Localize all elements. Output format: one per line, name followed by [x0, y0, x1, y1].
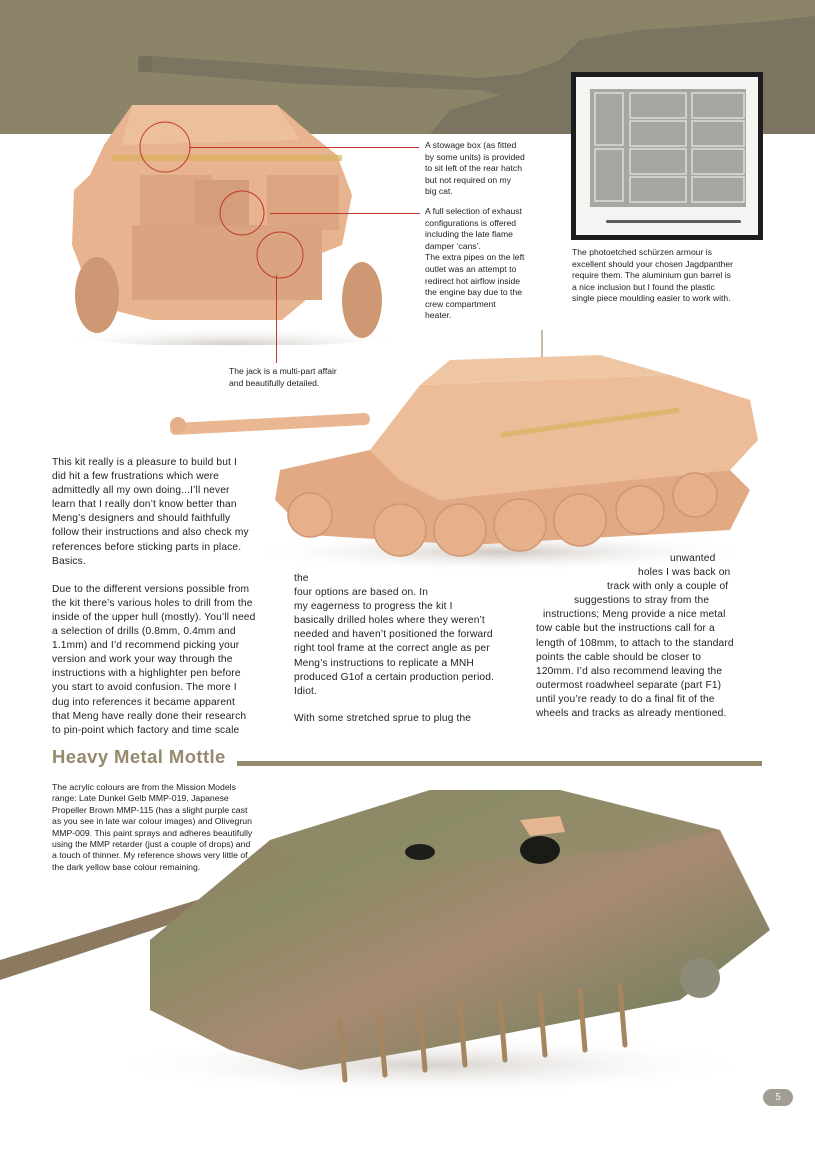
photoetch-photo-frame [571, 72, 763, 240]
article-paragraph: With some stretched sprue to plug the [294, 712, 472, 724]
jack-caption: The jack is a multi-part affair and beautifully detailed. [229, 366, 337, 388]
stowage-box-leader-line [189, 147, 419, 148]
page-number-badge: 5 [763, 1089, 793, 1106]
article-paragraph: Due to the different versions possible from the kit there’s various holes to drill from the inside of the upper hull (mostly). You’ll need a selection of drills (0.8mm, 0.4mm and 1.1mm) and I’d recommend picking your version and work your way through the instructions with a highlighter pen before you start to avoid confusion. The more I dug into references it became apparent that Meng have really done their research to pin-point which factory and time scale [52, 583, 256, 736]
section-intro-text: The acrylic colours are from the Mission Models range: Late Dunkel Gelb MMP-019, Japanese Propeller Brown MMP-115 (has a slight purple cast as you see in late war colour images) and Olivegrun MMP-009. This paint sprays and adheres beautifully using the MMP retarder (just a couple of drops) and a touch of thinner. My reference shows very little of the dark yellow base colour remaining. [52, 782, 253, 872]
rear-view-photo [62, 95, 402, 345]
article-paragraph: the four options are based on. In my eagerness to progress the kit I basically drilled holes where they weren’t needed and haven’t positioned the forward right tool frame at the correct angle as per Meng’s instructions to replicate a MNH produced G1of a certain production period. Idiot. [294, 573, 494, 697]
exhaust-leader-line [270, 213, 420, 214]
photoetch-photo [576, 77, 758, 235]
section-heading: Heavy Metal Mottle [52, 746, 226, 767]
article-column-2 [294, 572, 534, 726]
heading-rule-divider [237, 761, 762, 766]
photoetch-caption: The photoetched schürzen armour is excellent should your chosen Jagdpanther require them. The aluminium gun barrel is a nice inclusion but I found the plastic single piece moulding easier to work with. [572, 247, 734, 304]
article-paragraph: This kit really is a pleasure to build but I did hit a few frustrations which were admittedly all my own doing...I’ll never learn that I really don’t know better than Meng’s designers and should faithfully follow their instructions and also check my references before sticking parts in place. Basics. [52, 457, 249, 567]
article-column-1 [52, 456, 292, 738]
article-column-3: unwanted holes I was back on track with only a couple of suggestions to stray from the instructions; Meng provide a nice metal tow cable but the instructions call for a length of 108mm, to attach to the standard points the cable should be closer to 120mm. I’d also recommend leaving the outermost roadwheel separate (part F1) until you’re ready to do a final fit of the wheels and tracks as already mentioned. [536, 553, 734, 720]
stowage-box-caption: A stowage box (as fitted by some units) is provided to sit left of the rear hatch but not required on my big cat. [425, 140, 525, 197]
exhaust-caption: A full selection of exhaust configurations is offered including the late flame damper ‘cans’. The extra pipes on the left outlet was an attempt to redirect hot airflow inside the engine bay due to the crew compartment heater. [425, 206, 525, 321]
